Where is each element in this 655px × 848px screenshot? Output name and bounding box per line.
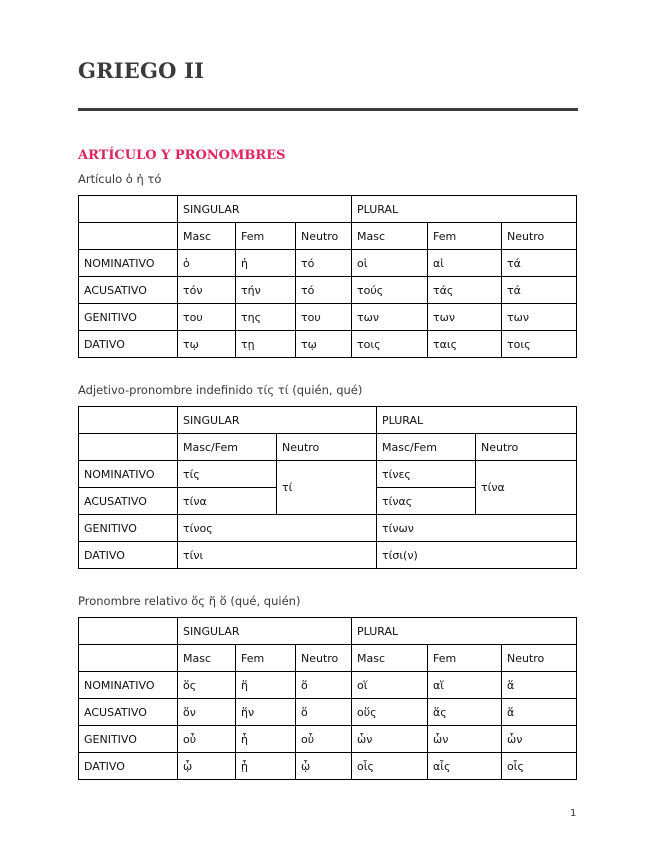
sub-header: Masc [178, 223, 236, 250]
table-cell: τά [502, 277, 577, 304]
table-row [79, 304, 577, 331]
table-cell: ᾧ [296, 753, 352, 780]
relative-pronoun-table [78, 617, 577, 780]
table-corner-cell [79, 223, 178, 250]
table-cell: τίνας [377, 488, 476, 515]
table-cell: ὁ [178, 250, 236, 277]
table-cell: τῃ [236, 331, 296, 358]
table-cell: οἱ [352, 250, 428, 277]
table-corner-cell [79, 196, 178, 223]
table-cell: οἵ [352, 672, 428, 699]
table-row [79, 331, 577, 358]
table-cell: τοις [352, 331, 428, 358]
table-cell: τό [296, 250, 352, 277]
row-label: DATIVO [79, 331, 178, 358]
table-cell: τοις [502, 331, 577, 358]
group-header-singular: SINGULAR [178, 618, 352, 645]
table-corner-cell [79, 434, 178, 461]
table-cell: τόν [178, 277, 236, 304]
table1-caption: Artículo ὁ ἡ τό [78, 172, 162, 186]
table-cell: τά [502, 250, 577, 277]
table-corner-cell [79, 407, 178, 434]
row-label: GENITIVO [79, 304, 178, 331]
row-label: GENITIVO [79, 515, 178, 542]
merged-cell-dat-pl: τίσι(ν) [377, 542, 577, 569]
row-label: DATIVO [79, 753, 178, 780]
group-header-singular: SINGULAR [178, 196, 352, 223]
document-title: GRIEGO II [78, 58, 205, 83]
table-cell: ἅ [502, 672, 577, 699]
table-cell: ἥ [236, 672, 296, 699]
title-divider [78, 108, 578, 111]
table-cell: αἷς [428, 753, 502, 780]
table-cell: ἅς [428, 699, 502, 726]
article-table [78, 195, 577, 358]
table-cell: τούς [352, 277, 428, 304]
sub-header: Neutro [296, 645, 352, 672]
table-cell: ὅ [296, 699, 352, 726]
table-cell: οὗ [296, 726, 352, 753]
merged-cell-pl-neutro: τίνα [476, 461, 577, 515]
table3-caption: Pronombre relativo ὅς ἥ ὅ (qué, quién) [78, 594, 301, 608]
table-row [79, 542, 577, 569]
row-label: DATIVO [79, 542, 178, 569]
table2-caption: Adjetivo-pronombre indefinido τίς τί (quién, qué) [78, 383, 363, 397]
section-heading: ARTÍCULO Y PRONOMBRES [78, 148, 286, 163]
sub-header: Neutro [296, 223, 352, 250]
table-cell: ὅν [178, 699, 236, 726]
indefinite-pronoun-table [78, 406, 577, 569]
sub-header: Masc/Fem [178, 434, 277, 461]
table-cell: ἡ [236, 250, 296, 277]
table-cell: τό [296, 277, 352, 304]
table-row [79, 461, 577, 488]
row-label: ACUSATIVO [79, 488, 178, 515]
sub-header: Fem [428, 645, 502, 672]
row-label: NOMINATIVO [79, 250, 178, 277]
table-corner-cell [79, 618, 178, 645]
table-cell: ταις [428, 331, 502, 358]
table-cell: ὧν [428, 726, 502, 753]
table-cell: ἧ [236, 726, 296, 753]
row-label: GENITIVO [79, 726, 178, 753]
table-cell: ὅς [178, 672, 236, 699]
table-cell: ᾧ [178, 753, 236, 780]
table-cell: τίνες [377, 461, 476, 488]
table-cell: τίνα [178, 488, 277, 515]
page-number: 1 [570, 808, 577, 819]
row-label: ACUSATIVO [79, 699, 178, 726]
row-label: NOMINATIVO [79, 461, 178, 488]
table-row [79, 726, 577, 753]
group-header-plural: PLURAL [352, 618, 577, 645]
table-row [79, 699, 577, 726]
merged-cell-gen-sg: τίνος [178, 515, 377, 542]
table-cell: των [502, 304, 577, 331]
table-corner-cell [79, 645, 178, 672]
table-cell: οἷς [502, 753, 577, 780]
group-header-plural: PLURAL [377, 407, 577, 434]
sub-header: Neutro [277, 434, 377, 461]
table-cell: των [352, 304, 428, 331]
table-cell: οὗ [178, 726, 236, 753]
table-cell: αἵ [428, 672, 502, 699]
table-cell: αἱ [428, 250, 502, 277]
sub-header: Masc [352, 223, 428, 250]
sub-header: Fem [236, 645, 296, 672]
merged-cell-dat-sg: τίνι [178, 542, 377, 569]
table-cell: της [236, 304, 296, 331]
table-cell: ἅ [502, 699, 577, 726]
sub-header: Fem [236, 223, 296, 250]
table-cell: τῳ [178, 331, 236, 358]
merged-cell-sg-neutro: τί [277, 461, 377, 515]
sub-header: Fem [428, 223, 502, 250]
table-cell: τάς [428, 277, 502, 304]
table-cell: ὧν [502, 726, 577, 753]
sub-header: Neutro [476, 434, 577, 461]
table-cell: ὅ [296, 672, 352, 699]
row-label: ACUSATIVO [79, 277, 178, 304]
table-cell: τήν [236, 277, 296, 304]
table-cell: τῳ [296, 331, 352, 358]
sub-header: Masc [178, 645, 236, 672]
table-cell: οἷς [352, 753, 428, 780]
table-row [79, 250, 577, 277]
table-row [79, 753, 577, 780]
table-cell: οὕς [352, 699, 428, 726]
table-cell: ἥν [236, 699, 296, 726]
table-cell: ὧν [352, 726, 428, 753]
sub-header: Masc [352, 645, 428, 672]
sub-header: Masc/Fem [377, 434, 476, 461]
table-cell: ᾗ [236, 753, 296, 780]
merged-cell-gen-pl: τίνων [377, 515, 577, 542]
sub-header: Neutro [502, 223, 577, 250]
table-cell: των [428, 304, 502, 331]
group-header-singular: SINGULAR [178, 407, 377, 434]
table-cell: του [178, 304, 236, 331]
table-cell: του [296, 304, 352, 331]
group-header-plural: PLURAL [352, 196, 577, 223]
sub-header: Neutro [502, 645, 577, 672]
table-row [79, 515, 577, 542]
table-row [79, 672, 577, 699]
row-label: NOMINATIVO [79, 672, 178, 699]
table-row [79, 277, 577, 304]
table-cell: τίς [178, 461, 277, 488]
